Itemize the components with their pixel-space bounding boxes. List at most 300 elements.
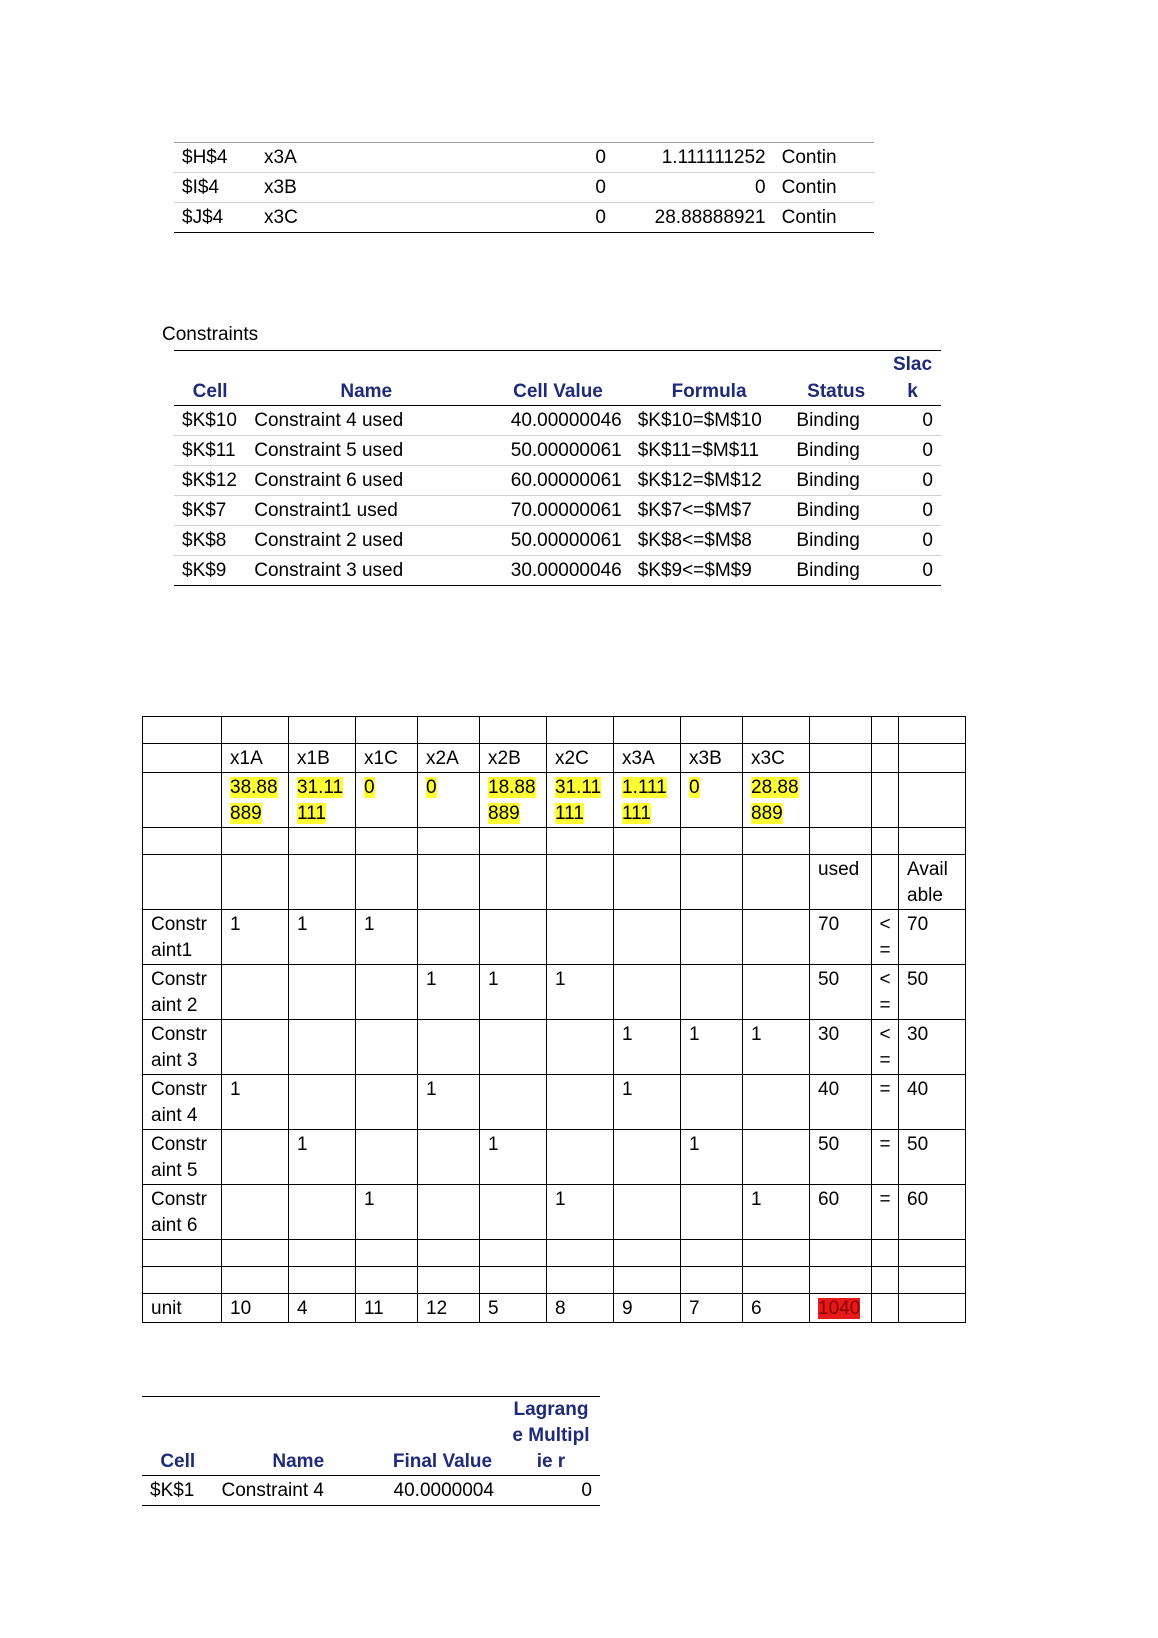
constraints-title: Constraints	[162, 324, 259, 345]
grid-cell	[743, 1020, 810, 1075]
grid-cell	[810, 1294, 872, 1323]
header-cell-value: Cell Value	[486, 351, 629, 406]
grid-cell	[222, 1075, 289, 1130]
grid-cell	[289, 744, 356, 773]
solution-value: 0	[364, 777, 375, 798]
grid-cell	[143, 965, 222, 1020]
lag-header-cell: Cell	[142, 1397, 214, 1476]
grid-cell-text: 6	[751, 1298, 762, 1319]
grid-cell	[480, 1020, 547, 1075]
constraint-slack: 0	[884, 436, 941, 466]
constraint-status: Binding	[788, 496, 884, 526]
grid-cell-text: 8	[555, 1298, 566, 1319]
grid-cell-text: x2B	[488, 748, 521, 769]
grid-cell	[418, 717, 480, 744]
grid-cell	[143, 828, 222, 855]
constraint-value: 50.00000061	[486, 526, 629, 556]
lag-multiplier: 0	[581, 1479, 592, 1501]
grid-row	[143, 1075, 966, 1130]
objective-total: 1040	[818, 1298, 861, 1319]
grid-cell	[810, 1267, 872, 1294]
grid-cell	[899, 855, 966, 910]
grid-cell	[222, 1130, 289, 1185]
grid-row	[143, 717, 966, 744]
grid-cell	[872, 965, 899, 1020]
grid-cell	[872, 1020, 899, 1075]
grid-cell	[547, 910, 614, 965]
constraint-formula: $K$9<=$M$9	[630, 556, 789, 586]
grid-cell	[356, 1130, 418, 1185]
var-final: 1.111111252	[661, 146, 766, 168]
header-status: Status	[788, 351, 884, 406]
grid-cell	[743, 773, 810, 828]
constraint-value: 50.00000061	[486, 436, 629, 466]
grid-cell	[289, 1294, 356, 1323]
constraint-cell: $K$8	[174, 526, 246, 556]
var-integer: Contin	[774, 203, 874, 233]
grid-cell	[480, 855, 547, 910]
grid-cell	[810, 1020, 872, 1075]
grid-row	[143, 773, 966, 828]
grid-cell	[872, 1294, 899, 1323]
constraint-cell: $K$10	[182, 409, 237, 431]
grid-cell	[681, 1075, 743, 1130]
grid-cell-text: 50	[907, 969, 929, 990]
grid-cell	[872, 1130, 899, 1185]
grid-cell	[872, 1185, 899, 1240]
constraints-table	[174, 350, 941, 586]
lag-cell: $K$1	[150, 1479, 195, 1501]
constraint-name: Constraint 4 used	[254, 409, 404, 431]
grid-cell	[743, 1240, 810, 1267]
grid-cell	[143, 1294, 222, 1323]
grid-cell	[872, 717, 899, 744]
grid-cell	[681, 717, 743, 744]
grid-cell	[614, 828, 681, 855]
grid-cell	[356, 855, 418, 910]
grid-cell	[547, 1075, 614, 1130]
grid-row	[143, 744, 966, 773]
grid-cell	[480, 828, 547, 855]
solution-value: 0	[689, 777, 700, 798]
grid-cell	[614, 1020, 681, 1075]
grid-cell	[872, 744, 899, 773]
grid-cell	[356, 1075, 418, 1130]
grid-cell	[743, 1294, 810, 1323]
grid-cell-text: x3A	[622, 748, 655, 769]
grid-cell-text: < =	[879, 914, 891, 961]
grid-cell	[681, 855, 743, 910]
grid-cell	[743, 910, 810, 965]
grid-cell	[418, 828, 480, 855]
grid-cell	[289, 1020, 356, 1075]
grid-cell-text: x1B	[297, 748, 330, 769]
grid-cell-text: 1	[689, 1134, 700, 1155]
constraint-row	[174, 556, 941, 586]
grid-cell	[480, 1185, 547, 1240]
solution-value: 31.11 111	[297, 777, 344, 824]
grid-row	[143, 910, 966, 965]
lag-header-multiplier: Lagrange Multiplie r	[502, 1397, 600, 1476]
grid-cell	[547, 1294, 614, 1323]
grid-cell	[222, 910, 289, 965]
grid-cell	[289, 828, 356, 855]
variable-row	[174, 143, 874, 173]
grid-row	[143, 1185, 966, 1240]
grid-cell	[356, 1294, 418, 1323]
grid-cell	[810, 717, 872, 744]
grid-cell	[743, 965, 810, 1020]
lag-name: Constraint 4	[221, 1479, 324, 1501]
solution-value: 31.11 111	[555, 777, 602, 824]
grid-cell	[614, 1294, 681, 1323]
grid-cell-text: Constr aint 4	[151, 1079, 207, 1126]
constraint-name: Constraint 6 used	[246, 466, 486, 496]
grid-cell	[547, 1020, 614, 1075]
grid-cell	[418, 1020, 480, 1075]
grid-cell	[547, 828, 614, 855]
var-name: x3B	[256, 173, 546, 203]
grid-row	[143, 965, 966, 1020]
header-cell: Cell	[174, 351, 246, 406]
header-slack: Slac k	[884, 351, 941, 406]
grid-cell	[899, 744, 966, 773]
lag-value: 40.0000004	[393, 1479, 494, 1501]
constraint-slack: 0	[884, 496, 941, 526]
grid-cell	[289, 1240, 356, 1267]
constraint-slack: 0	[884, 466, 941, 496]
solution-value: 28.88 889	[751, 777, 799, 824]
grid-cell-text: 12	[426, 1298, 448, 1319]
grid-cell-text: Avail able	[907, 859, 948, 906]
variable-row	[174, 203, 874, 233]
grid-cell-text: 70	[818, 914, 840, 935]
grid-cell-text: 1	[364, 1189, 375, 1210]
grid-cell	[899, 717, 966, 744]
grid-cell-text: Constr aint 5	[151, 1134, 207, 1181]
grid-cell	[480, 1240, 547, 1267]
grid-cell	[681, 744, 743, 773]
grid-cell-text: =	[879, 1079, 891, 1100]
grid-cell	[547, 1240, 614, 1267]
grid-cell-text: used	[818, 859, 860, 880]
grid-cell	[356, 717, 418, 744]
grid-cell-text: Constr aint1	[151, 914, 207, 961]
var-integer: Contin	[781, 146, 837, 168]
grid-cell	[143, 1020, 222, 1075]
grid-cell-text: 1	[426, 969, 437, 990]
grid-cell	[143, 717, 222, 744]
grid-cell	[356, 965, 418, 1020]
grid-cell-text: Constr aint 3	[151, 1024, 207, 1071]
grid-cell-text: 1	[751, 1189, 762, 1210]
grid-cell	[810, 1075, 872, 1130]
grid-cell-text: 60	[818, 1189, 840, 1210]
grid-cell	[681, 773, 743, 828]
lagrange-row	[142, 1476, 600, 1506]
grid-cell	[743, 828, 810, 855]
grid-cell	[614, 1075, 681, 1130]
grid-cell	[143, 1240, 222, 1267]
constraint-value: 70.00000061	[486, 496, 629, 526]
lag-header-name: Name	[214, 1397, 384, 1476]
grid-cell	[480, 1267, 547, 1294]
grid-cell-text: 1	[297, 914, 308, 935]
grid-cell	[743, 717, 810, 744]
grid-cell	[356, 1267, 418, 1294]
grid-cell	[810, 1185, 872, 1240]
grid-cell	[872, 1075, 899, 1130]
grid-cell	[872, 910, 899, 965]
grid-cell	[743, 1185, 810, 1240]
grid-cell-text: x1C	[364, 748, 398, 769]
grid-cell	[743, 1130, 810, 1185]
var-final: 0	[614, 173, 774, 203]
grid-cell	[810, 744, 872, 773]
grid-cell	[899, 1294, 966, 1323]
grid-cell	[222, 1240, 289, 1267]
constraint-formula: $K$10=$M$10	[637, 409, 762, 431]
grid-cell	[143, 773, 222, 828]
grid-cell	[872, 1267, 899, 1294]
grid-cell	[222, 965, 289, 1020]
solution-value: 0	[426, 777, 437, 798]
grid-cell-text: =	[879, 1134, 891, 1155]
grid-cell-text: x3C	[751, 748, 785, 769]
grid-cell	[356, 910, 418, 965]
grid-cell	[743, 744, 810, 773]
grid-cell	[143, 1075, 222, 1130]
constraints-header-row	[174, 351, 941, 406]
constraint-row	[174, 436, 941, 466]
constraint-row	[174, 406, 941, 436]
grid-cell-text: =	[879, 1189, 891, 1210]
grid-cell	[743, 855, 810, 910]
grid-cell-text: x3B	[689, 748, 722, 769]
grid-cell	[899, 910, 966, 965]
grid-cell-text: 30	[907, 1024, 929, 1045]
constraint-value: 40.00000046	[510, 409, 622, 431]
grid-cell	[143, 744, 222, 773]
grid-cell	[547, 773, 614, 828]
grid-cell	[899, 773, 966, 828]
grid-cell	[222, 717, 289, 744]
grid-cell	[899, 1075, 966, 1130]
grid-cell-text: 1	[426, 1079, 437, 1100]
constraint-name: Constraint 2 used	[246, 526, 486, 556]
grid-cell	[289, 1130, 356, 1185]
solution-value: 18.88 889	[488, 777, 536, 824]
var-final: 28.88888921	[614, 203, 774, 233]
constraint-slack: 0	[922, 409, 933, 431]
grid-cell-text: 1	[555, 969, 566, 990]
grid-cell-text: 50	[907, 1134, 929, 1155]
constraint-status: Binding	[788, 436, 884, 466]
grid-cell	[356, 828, 418, 855]
grid-cell	[418, 1294, 480, 1323]
grid-cell-text: 1	[488, 1134, 499, 1155]
constraints-body	[174, 406, 941, 586]
lagrange-table	[142, 1396, 600, 1506]
constraint-status: Binding	[796, 409, 860, 431]
grid-cell	[356, 1240, 418, 1267]
grid-cell-text: 1	[488, 969, 499, 990]
grid-cell	[222, 828, 289, 855]
grid-cell	[810, 965, 872, 1020]
constraint-formula: $K$11=$M$11	[630, 436, 789, 466]
grid-cell	[480, 773, 547, 828]
grid-cell	[143, 855, 222, 910]
grid-cell	[289, 773, 356, 828]
grid-cell-text: 40	[818, 1079, 840, 1100]
var-cell: $H$4	[182, 146, 228, 168]
grid-cell	[681, 910, 743, 965]
grid-cell	[681, 965, 743, 1020]
grid-cell	[614, 855, 681, 910]
grid-cell	[222, 744, 289, 773]
grid-cell	[547, 744, 614, 773]
grid-cell	[222, 773, 289, 828]
grid-cell	[614, 717, 681, 744]
grid-cell	[681, 828, 743, 855]
grid-cell-text: x2C	[555, 748, 589, 769]
grid-cell-text: 50	[818, 969, 840, 990]
grid-cell	[547, 1130, 614, 1185]
grid-cell	[614, 773, 681, 828]
constraint-cell: $K$9	[174, 556, 246, 586]
grid-cell	[614, 744, 681, 773]
grid-row	[143, 1294, 966, 1323]
grid-cell	[356, 1185, 418, 1240]
header-name: Name	[246, 351, 486, 406]
grid-cell	[810, 855, 872, 910]
constraint-row	[174, 496, 941, 526]
var-original: 0	[595, 146, 606, 168]
grid-cell	[614, 965, 681, 1020]
grid-cell	[743, 1075, 810, 1130]
grid-cell-text: < =	[879, 1024, 891, 1071]
grid-cell	[143, 910, 222, 965]
grid-cell-text: 30	[818, 1024, 840, 1045]
grid-row	[143, 1267, 966, 1294]
grid-cell-text: 1	[555, 1189, 566, 1210]
constraint-name: Constraint 5 used	[246, 436, 486, 466]
grid-cell	[418, 855, 480, 910]
grid-cell-text: Constr aint 6	[151, 1189, 207, 1236]
grid-cell-text: unit	[151, 1298, 182, 1319]
grid-cell	[480, 1130, 547, 1185]
grid-cell	[547, 855, 614, 910]
grid-cell	[480, 717, 547, 744]
grid-cell	[480, 965, 547, 1020]
grid-cell	[418, 910, 480, 965]
grid-cell	[480, 910, 547, 965]
grid-cell	[289, 717, 356, 744]
grid-cell	[614, 910, 681, 965]
constraint-formula: $K$8<=$M$8	[630, 526, 789, 556]
constraint-formula: $K$12=$M$12	[630, 466, 789, 496]
grid-cell-text: 1	[297, 1134, 308, 1155]
var-cell: $I$4	[174, 173, 256, 203]
grid-cell	[547, 1185, 614, 1240]
grid-cell	[899, 828, 966, 855]
grid-cell	[418, 773, 480, 828]
grid-cell-text: 4	[297, 1298, 308, 1319]
grid-cell	[681, 1020, 743, 1075]
grid-cell	[418, 1267, 480, 1294]
grid-cell	[614, 1267, 681, 1294]
grid-cell-text: 1	[230, 1079, 241, 1100]
var-name: x3A	[264, 146, 297, 168]
constraint-cell: $K$11	[174, 436, 246, 466]
grid-cell	[743, 1267, 810, 1294]
constraint-status: Binding	[788, 556, 884, 586]
grid-cell	[222, 855, 289, 910]
grid-cell-text: < =	[879, 969, 891, 1016]
grid-cell	[614, 1240, 681, 1267]
grid-cell-text: 1	[364, 914, 375, 935]
grid-row	[143, 1240, 966, 1267]
constraint-slack: 0	[884, 526, 941, 556]
grid-cell	[289, 1075, 356, 1130]
grid-row	[143, 1020, 966, 1075]
grid-cell	[810, 1240, 872, 1267]
grid-cell	[222, 1267, 289, 1294]
grid-cell-text: 60	[907, 1189, 929, 1210]
model-grid-body	[143, 717, 966, 1323]
constraint-cell: $K$7	[174, 496, 246, 526]
grid-row	[143, 855, 966, 910]
grid-cell-text: x1A	[230, 748, 263, 769]
var-name: x3C	[256, 203, 546, 233]
grid-cell	[810, 828, 872, 855]
grid-cell	[289, 1267, 356, 1294]
grid-cell-text: 10	[230, 1298, 252, 1319]
grid-cell	[222, 1294, 289, 1323]
grid-cell	[681, 1294, 743, 1323]
model-grid	[142, 716, 966, 1323]
grid-cell	[289, 855, 356, 910]
constraint-row	[174, 526, 941, 556]
grid-cell-text: 11	[364, 1298, 384, 1319]
grid-cell	[810, 1130, 872, 1185]
grid-row	[143, 828, 966, 855]
constraint-name: Constraint1 used	[246, 496, 486, 526]
grid-cell	[872, 828, 899, 855]
grid-cell	[418, 965, 480, 1020]
grid-cell	[418, 1075, 480, 1130]
grid-cell	[681, 1185, 743, 1240]
constraint-slack: 0	[884, 556, 941, 586]
grid-cell	[418, 1130, 480, 1185]
grid-cell	[614, 1185, 681, 1240]
grid-cell	[681, 1130, 743, 1185]
constraint-formula: $K$7<=$M$7	[630, 496, 789, 526]
grid-cell-text: 1	[622, 1079, 633, 1100]
constraint-status: Binding	[788, 466, 884, 496]
grid-cell	[899, 1185, 966, 1240]
grid-cell-text: 1	[751, 1024, 762, 1045]
lagrange-body	[142, 1476, 600, 1506]
constraint-value: 60.00000061	[486, 466, 629, 496]
grid-cell	[810, 773, 872, 828]
grid-row	[143, 1130, 966, 1185]
grid-cell	[289, 1185, 356, 1240]
constraint-value: 30.00000046	[486, 556, 629, 586]
var-original: 0	[546, 203, 614, 233]
grid-cell	[899, 1130, 966, 1185]
grid-cell	[614, 1130, 681, 1185]
